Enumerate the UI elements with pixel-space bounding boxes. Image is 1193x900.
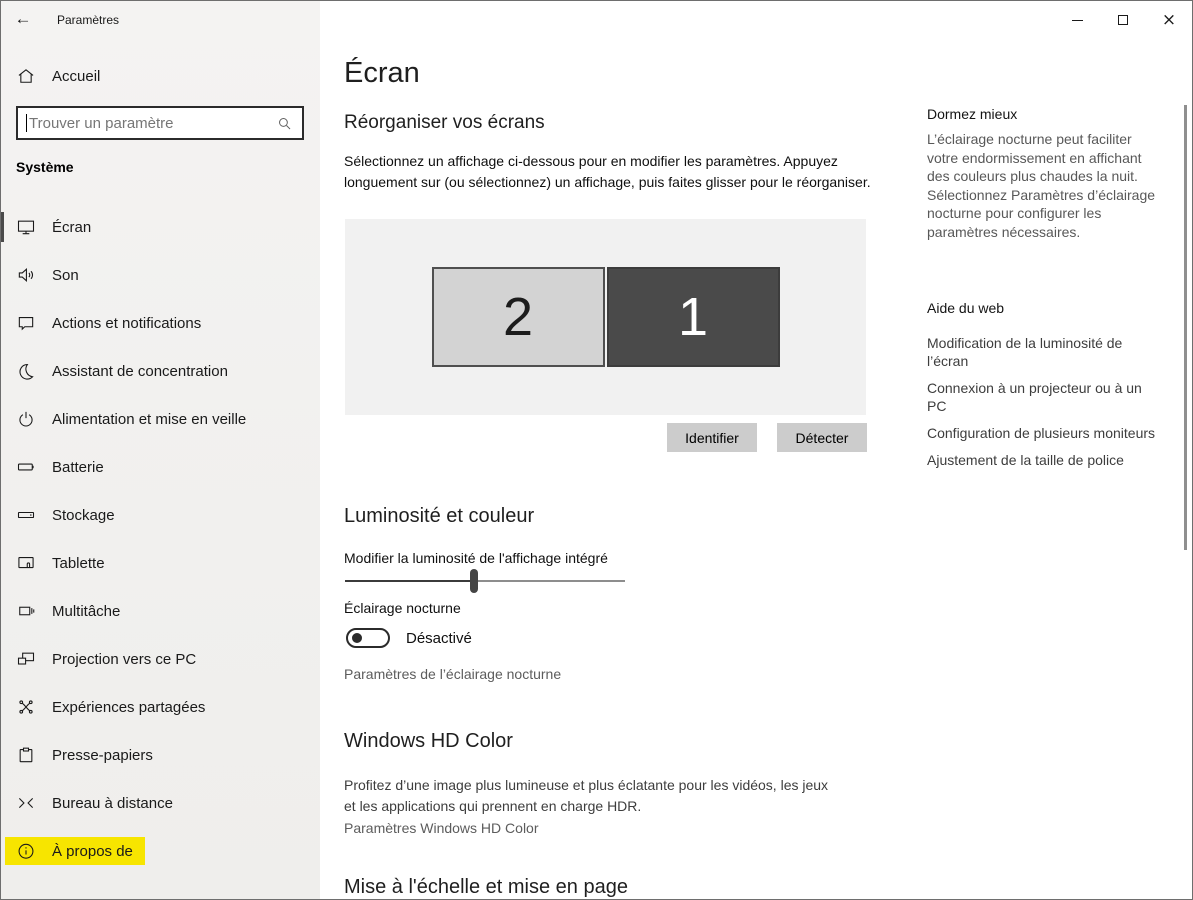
web-help-link[interactable]: Modification de la luminosité de l’écran: [927, 335, 1123, 369]
maximize-button[interactable]: [1100, 1, 1146, 39]
sidebar-item-content: [16, 649, 196, 669]
sidebar-item-clipboard[interactable]: [0, 737, 320, 773]
search-box[interactable]: [16, 106, 304, 140]
sleep-better-body: L’éclairage nocturne peut faciliter votre endormissement en affichant des couleurs plus chaudes la nuit. Sélectionnez Paramètres d’éclairage nocturne pour configurer les paramètres nécessaires.: [927, 131, 1156, 240]
sidebar-item-moon[interactable]: [0, 353, 320, 389]
sidebar-item-label: À propos de: [52, 842, 133, 860]
page-title: Écran: [344, 57, 420, 89]
identify-button[interactable]: Identifier: [667, 423, 757, 452]
rearrange-heading: Réorganiser vos écrans: [344, 112, 545, 133]
sidebar-item-info[interactable]: [0, 833, 320, 869]
slider-track-rest: [474, 580, 625, 582]
night-light-state: Désactivé: [406, 630, 472, 647]
speaker-icon: [16, 265, 36, 285]
night-light-toggle[interactable]: [346, 628, 390, 648]
battery-icon: [16, 457, 36, 477]
sidebar-item-label: Écran: [52, 218, 92, 236]
clipboard-icon: [16, 745, 36, 765]
sidebar: [0, 0, 320, 900]
sidebar-item-monitor[interactable]: [0, 209, 320, 245]
sidebar-item-speaker[interactable]: [0, 257, 320, 293]
monitor-1-number: 1: [677, 287, 709, 347]
sidebar-item-content: [16, 745, 153, 765]
tablet-icon: [16, 553, 36, 573]
projection-icon: [16, 649, 36, 669]
sidebar-item-label: Batterie: [52, 458, 104, 476]
toggle-knob-icon: [352, 633, 362, 643]
storage-icon: [16, 505, 36, 525]
close-button[interactable]: [1146, 1, 1192, 39]
back-arrow-icon: ←: [14, 9, 32, 28]
sidebar-item-content: [16, 265, 79, 285]
sidebar-item-content: [16, 217, 91, 237]
sidebar-item-label: Multitâche: [52, 602, 121, 620]
search-icon[interactable]: [276, 115, 293, 132]
home-label: Accueil: [52, 67, 101, 85]
sidebar-item-label: Bureau à distance: [52, 794, 173, 812]
search-input[interactable]: [27, 115, 276, 132]
sidebar-item-content: [16, 313, 201, 333]
sidebar-item-projection[interactable]: [0, 641, 320, 677]
vertical-scrollbar[interactable]: [1184, 105, 1187, 550]
detect-button[interactable]: Détecter: [777, 423, 867, 452]
sidebar-item-label: Tablette: [52, 554, 105, 572]
brightness-heading: Luminosité et couleur: [344, 505, 535, 527]
close-icon: ×: [1161, 9, 1177, 30]
sidebar-item-home[interactable]: [16, 62, 100, 90]
web-help-heading: Aide du web: [927, 300, 1005, 316]
moon-icon: [16, 361, 36, 381]
sidebar-item-content: [16, 697, 205, 717]
monitor-1[interactable]: [607, 267, 780, 367]
sidebar-item-content: [16, 601, 120, 621]
sidebar-item-content: [16, 457, 104, 477]
sidebar-item-label: Expériences partagées: [52, 698, 206, 716]
sidebar-item-label: Actions et notifications: [52, 314, 202, 332]
web-help-link[interactable]: Configuration de plusieurs moniteurs: [927, 425, 1156, 441]
hd-color-settings-link[interactable]: Paramètres Windows HD Color: [344, 820, 539, 836]
maximize-icon: [1118, 15, 1128, 25]
night-light-label: Éclairage nocturne: [344, 600, 461, 616]
web-help-link[interactable]: Ajustement de la taille de police: [927, 452, 1124, 468]
slider-track-filled: [345, 580, 474, 582]
minimize-icon: [1072, 20, 1083, 21]
sidebar-item-content: [5, 837, 145, 865]
sidebar-item-shared-experiences[interactable]: [0, 689, 320, 725]
sidebar-item-storage[interactable]: [0, 497, 320, 533]
rearrange-description: Sélectionnez un affichage ci-dessous pour en modifier les paramètres. Appuyez longuement sur (ou sélectionnez) un affichage, puis faites glisser pour le réorganiser.: [344, 153, 871, 190]
hd-color-heading: Windows HD Color: [344, 730, 513, 752]
monitor-icon: [16, 217, 36, 237]
sidebar-section-header: Système: [16, 159, 74, 175]
sidebar-item-label: Son: [52, 266, 79, 284]
sidebar-item-content: [16, 793, 173, 813]
multitask-icon: [16, 601, 36, 621]
sidebar-item-content: [16, 409, 246, 429]
sidebar-item-label: Stockage: [52, 506, 115, 524]
sidebar-item-label: Projection vers ce PC: [52, 650, 197, 668]
sidebar-item-multitask[interactable]: [0, 593, 320, 629]
brightness-slider-label: Modifier la luminosité de l'affichage intégré: [344, 550, 608, 566]
sidebar-item-tablet[interactable]: [0, 545, 320, 581]
monitor-arrangement-panel: [345, 219, 866, 415]
web-help-link[interactable]: Connexion à un projecteur ou à un PC: [927, 380, 1142, 414]
sleep-better-heading: Dormez mieux: [927, 106, 1018, 122]
web-help-links: [927, 334, 1165, 478]
window-controls: [1054, 1, 1192, 39]
sidebar-item-remote-desktop[interactable]: [0, 785, 320, 821]
power-icon: [16, 409, 36, 429]
info-icon: [16, 841, 36, 861]
sidebar-item-power[interactable]: [0, 401, 320, 437]
notification-icon: [16, 313, 36, 333]
monitor-2-number: 2: [502, 287, 534, 347]
sidebar-item-label: Alimentation et mise en veille: [52, 410, 247, 428]
sidebar-item-label: Assistant de concentration: [52, 362, 228, 380]
slider-thumb[interactable]: [470, 569, 478, 593]
scale-layout-heading: Mise à l'échelle et mise en page: [344, 876, 628, 898]
monitor-2[interactable]: [432, 267, 605, 367]
sidebar-item-content: [16, 361, 228, 381]
night-light-settings-link[interactable]: Paramètres de l’éclairage nocturne: [344, 666, 562, 682]
hd-color-description: Profitez d’une image plus lumineuse et plus éclatante pour les vidéos, les jeux et les applications qui prennent en charge HDR.: [344, 777, 829, 814]
remote-desktop-icon: [16, 793, 36, 813]
app-title: Paramètres: [57, 13, 120, 27]
home-icon: [16, 66, 36, 86]
shared-experiences-icon: [16, 697, 36, 717]
sidebar-nav: [0, 209, 320, 881]
brightness-slider[interactable]: [345, 569, 625, 593]
back-button[interactable]: [6, 4, 40, 34]
sidebar-item-content: [16, 553, 105, 573]
sidebar-item-notification[interactable]: [0, 305, 320, 341]
sidebar-item-battery[interactable]: [0, 449, 320, 485]
minimize-button[interactable]: [1054, 1, 1100, 39]
sidebar-item-content: [16, 505, 115, 525]
sidebar-item-label: Presse-papiers: [52, 746, 153, 764]
